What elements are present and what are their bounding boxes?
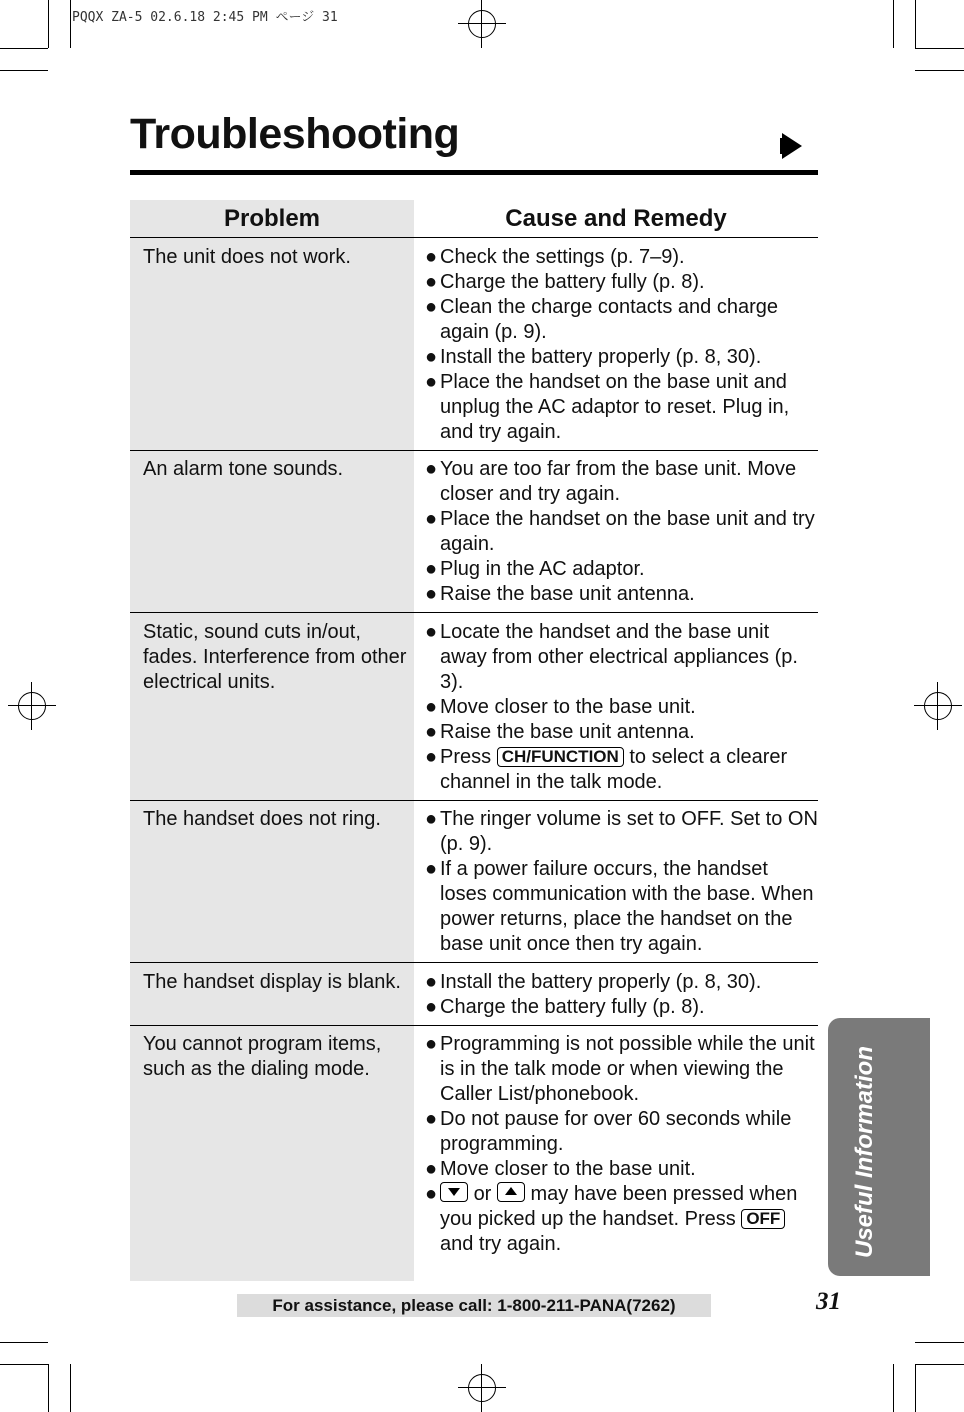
crop-mark	[70, 1364, 71, 1412]
crop-mark	[70, 0, 71, 48]
crop-mark	[915, 0, 916, 48]
remedy-item: ● Charge the battery fully (p. 8).	[425, 271, 705, 293]
crop-mark	[915, 1364, 916, 1412]
ch-function-key: CH/FUNCTION	[497, 747, 624, 767]
side-tab	[828, 1018, 930, 1276]
remedy-list	[426, 807, 818, 957]
down-arrow-key-icon	[440, 1182, 468, 1202]
remedy-item: ● Do not pause for over 60 seconds while programming.	[425, 1108, 792, 1155]
problem-cell: You cannot program items, such as the dialing mode.	[143, 1033, 382, 1080]
remedy-list	[426, 970, 818, 1020]
remedy-item: ● Raise the base unit antenna.	[425, 721, 695, 743]
remedy-item: ● Install the battery properly (p. 8, 30).	[425, 971, 762, 993]
remedy-item: ● Press CH/FUNCTION to select a clearer channel in the talk mode.	[425, 746, 788, 793]
remedy-item: ● or may have been pressed when you picked up the handset. Press OFF and try again.	[425, 1183, 798, 1255]
title-rule	[130, 170, 818, 175]
crop-mark	[48, 0, 49, 48]
row-divider	[130, 800, 818, 801]
troubleshooting-table	[130, 200, 818, 1281]
registration-mark-icon	[914, 682, 962, 730]
problem-cell: An alarm tone sounds.	[143, 458, 344, 480]
page-number: 31	[816, 1288, 841, 1315]
remedy-item: ● Move closer to the base unit.	[425, 696, 696, 718]
crop-mark	[0, 48, 48, 49]
row-divider	[130, 612, 818, 613]
registration-mark-icon	[458, 0, 506, 48]
row-divider	[130, 237, 818, 238]
remedy-list	[426, 620, 818, 795]
off-key: OFF	[741, 1209, 785, 1229]
page-title: Troubleshooting	[130, 110, 460, 158]
assistance-footer: For assistance, please call: 1-800-211-PANA(7262)	[237, 1294, 711, 1317]
remedy-list	[426, 457, 818, 607]
remedy-item: ● Programming is not possible while the unit is in the talk mode or when viewing the Caller List/phonebook.	[425, 1033, 815, 1105]
problem-column-header: Problem	[223, 205, 321, 232]
remedy-item: ● Place the handset on the base unit and unplug the AC adaptor to reset. Plug in, and try again.	[425, 371, 790, 443]
remedy-item: ● Clean the charge contacts and charge again (p. 9).	[425, 296, 778, 343]
crop-mark	[893, 1364, 894, 1412]
remedy-item: ● Charge the battery fully (p. 8).	[425, 996, 705, 1018]
remedy-item: ● Raise the base unit antenna.	[425, 583, 695, 605]
remedy-item: ● If a power failure occurs, the handset loses communication with the base. When power returns, place the handset on the base unit once then try again.	[425, 858, 814, 955]
crop-mark	[48, 1364, 49, 1412]
crop-mark	[915, 70, 964, 71]
crop-mark	[0, 1342, 48, 1343]
crop-mark	[915, 1364, 964, 1365]
remedy-item: ● You are too far from the base unit. Move closer and try again.	[425, 458, 797, 505]
up-arrow-key-icon	[497, 1182, 525, 1202]
remedy-list	[426, 1032, 818, 1257]
row-divider	[130, 1025, 818, 1026]
remedy-list	[426, 245, 818, 445]
cause-column-header: Cause and Remedy	[505, 205, 727, 232]
problem-cell: Static, sound cuts in/out, fades. Interference from other electrical units.	[143, 621, 407, 693]
remedy-item: ● Check the settings (p. 7–9).	[425, 246, 685, 268]
row-divider	[130, 450, 818, 451]
problem-cell: The handset display is blank.	[143, 971, 401, 993]
remedy-item: ● The ringer volume is set to OFF. Set to ON (p. 9).	[425, 808, 818, 855]
crop-mark	[915, 1342, 964, 1343]
side-tab-label: Useful Information	[851, 1045, 878, 1258]
row-divider	[130, 962, 818, 963]
print-header: PQQX ZA-5 02.6.18 2:45 PM ページ 31	[72, 10, 338, 25]
crop-mark	[0, 1364, 48, 1365]
remedy-item: ● Locate the handset and the base unit away from other electrical appliances (p. 3).	[425, 621, 798, 693]
continue-arrow-icon	[780, 133, 804, 159]
problem-cell: The handset does not ring.	[143, 808, 381, 830]
problem-column-background	[130, 200, 414, 1281]
crop-mark	[893, 0, 894, 48]
problem-cell: The unit does not work.	[143, 246, 351, 268]
registration-mark-icon	[458, 1364, 506, 1412]
remedy-item: ● Plug in the AC adaptor.	[425, 558, 645, 580]
crop-mark	[915, 48, 964, 49]
remedy-item: ● Move closer to the base unit.	[425, 1158, 696, 1180]
remedy-item: ● Place the handset on the base unit and try again.	[425, 508, 815, 555]
remedy-item: ● Install the battery properly (p. 8, 30).	[425, 346, 762, 368]
registration-mark-icon	[8, 682, 56, 730]
crop-mark	[0, 70, 48, 71]
